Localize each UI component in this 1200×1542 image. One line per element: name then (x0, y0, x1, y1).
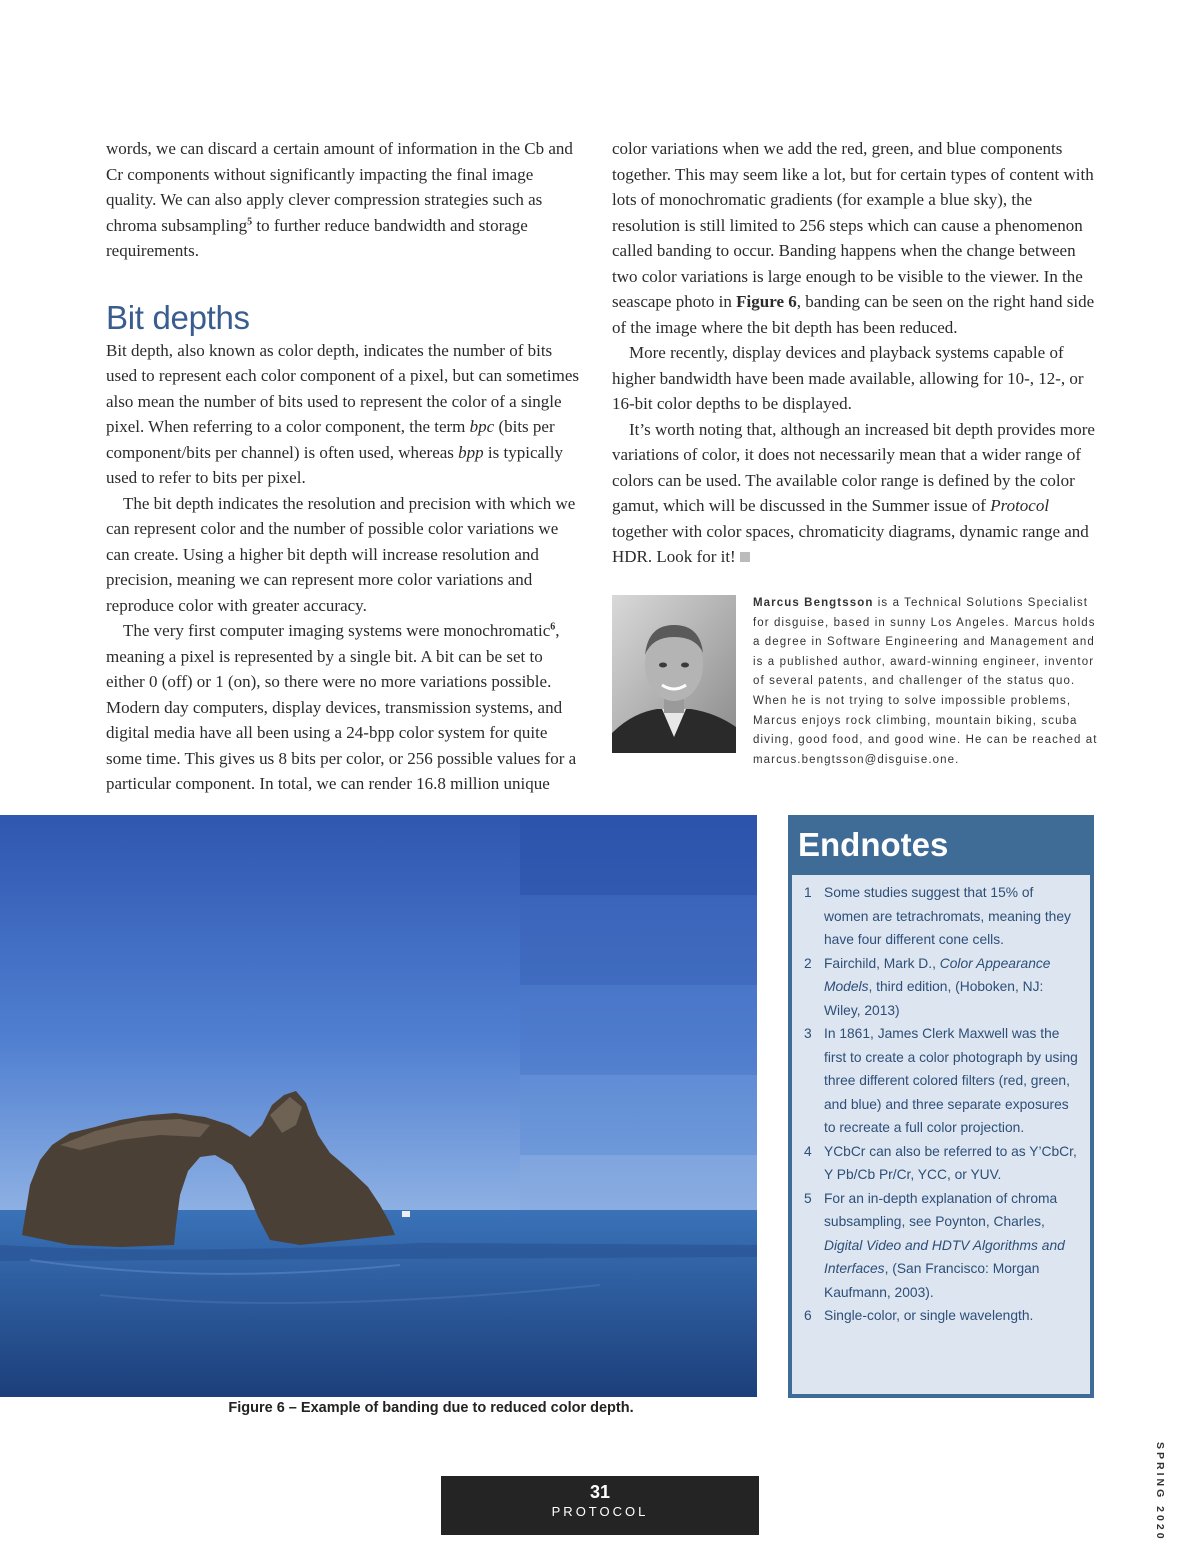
right-column (612, 136, 1096, 570)
bit-depth-paragraph-1: Bit depth, also known as color depth, indicates the number of bits used to represent each color component of a pixel, but can sometimes also mean the number of bits used to represent the color of a single pixel. When referring to a color component, the term bpc (bits per component/bits per channel) is often used, whereas bpp is typically used to refer to bits per pixel. (106, 340, 580, 487)
author-bio-text: Marcus Bengtsson is a Technical Solutions Specialist for disguise, based in sunny Los Angeles. Marcus holds a degree in Software Engineering and Management and is a published author, award-winning engineer, inventor of several patents, and challenger of the status quo. When he is not trying to solve impossible problems, Marcus enjoys rock climbing, mountain biking, scuba diving, good food, and good wine. He can be reached at marcus.bengtsson@disguise.one. (753, 597, 1098, 766)
bandwidth-paragraph: More recently, display devices and playback systems capable of higher bandwidth have been made available, allowing for 10-, 12-, or 16-bit color depths to be displayed. (612, 343, 1084, 413)
section-heading-bit-depths: Bit depths (106, 298, 250, 336)
end-of-article-square-icon (740, 552, 750, 562)
figure-6-seascape-photo (0, 815, 757, 1397)
endnote-item: 6 Single-color, or single wavelength. (804, 1308, 1034, 1323)
author-bio (612, 594, 1096, 790)
bit-depth-paragraph-3: The very first computer imaging systems were monochromatic$^6$, meaning a pixel is represented by a single bit. A bit can be set to either 0 (off) or 1 (on), so there were no more variations possible. Modern day computers, display devices, transmission systems, and digital media have all been using a 24-bpp color system for quite some time. This gives us 8 bits per color, or 256 possible values for a particular component. In total, we can render 16.8 million unique (106, 621, 577, 793)
endnotes-box (788, 815, 1094, 1398)
endnotes-list (792, 875, 1090, 1328)
page-footer (441, 1476, 759, 1535)
endnote-ref-5: 5 (247, 215, 253, 227)
figure-caption: Figure 6 – Example of banding due to reduced color depth. (228, 1400, 634, 1416)
page-number: 31 (589, 1482, 611, 1502)
magazine-name: PROTOCOL (551, 1504, 649, 1519)
gamut-paragraph: It’s worth noting that, although an increased bit depth provides more variations of color, it does not necessarily mean that a wider range of colors can be used. The available color range is defined by the color gamut, which will be discussed in the Summer issue of Protocol together with color spaces, chromaticity diagrams, dynamic range and HDR. Look for it! (612, 419, 1095, 566)
intro-paragraph: words, we can discard a certain amount of information in the Cb and Cr components without significantly impacting the final image quality. We can also apply clever compression strategies such as chroma subsampling$^5$ to further reduce bandwidth and storage requirements. (106, 139, 573, 260)
seascape-arch-illustration (0, 815, 757, 1397)
bit-depth-paragraph-2: The bit depth indicates the resolution and precision with which we can represent color and the number of possible color variations we can create. Using a higher bit depth will increase resolution and precision, meaning we can represent more color variations and reproduce color with greater accuracy. (106, 493, 576, 615)
figure-6-reference: Figure 6 (736, 292, 797, 311)
endnote-item: 4 YCbCr can also be referred to as Y’CbCr, Y Pb/Cb Pr/Cr, YCC, or YUV. (804, 1143, 1077, 1182)
author-name: Marcus Bengtsson (753, 597, 874, 609)
endnote-item: 2 Fairchild, Mark D., Color Appearance Models, third edition, (Hoboken, NJ: Wiley, 2013) (804, 955, 1051, 1018)
endnotes-title: Endnotes (792, 819, 1090, 875)
banding-paragraph: color variations when we add the red, green, and blue components together. This may seem like a lot, but for certain types of content with lots of monochromatic gradients (for example a blue sky), the resolution is still limited to 256 steps which can cause a phenomenon called banding to occur. Banding happens when the change between two color variations is large enough to be visible to the viewer. In the seascape photo in Figure 6, banding can be seen on the right hand side of the image where the bit depth has been reduced. (612, 139, 1095, 337)
author-portrait-illustration (612, 595, 736, 753)
endnote-item: 1 Some studies suggest that 15% of women are tetrachromats, meaning they have four different cone cells. (804, 885, 1071, 947)
endnote-item: 5 For an in-depth explanation of chroma subsampling, see Poynton, Charles, Digital Video and HDTV Algorithms and Interfaces, (San Francisco: Morgan Kaufmann, 2003). (804, 1190, 1065, 1300)
issue-label: SPRING 2020 (1154, 1442, 1166, 1542)
endnote-ref-6: 6 (550, 621, 556, 633)
author-photo (612, 595, 736, 753)
left-column (106, 136, 584, 797)
endnote-item: 3 In 1861, James Clerk Maxwell was the first to create a color photograph by using three different colored filters (red, green, and blue) and three separate exposures to recreate a full color projection. (804, 1026, 1078, 1135)
